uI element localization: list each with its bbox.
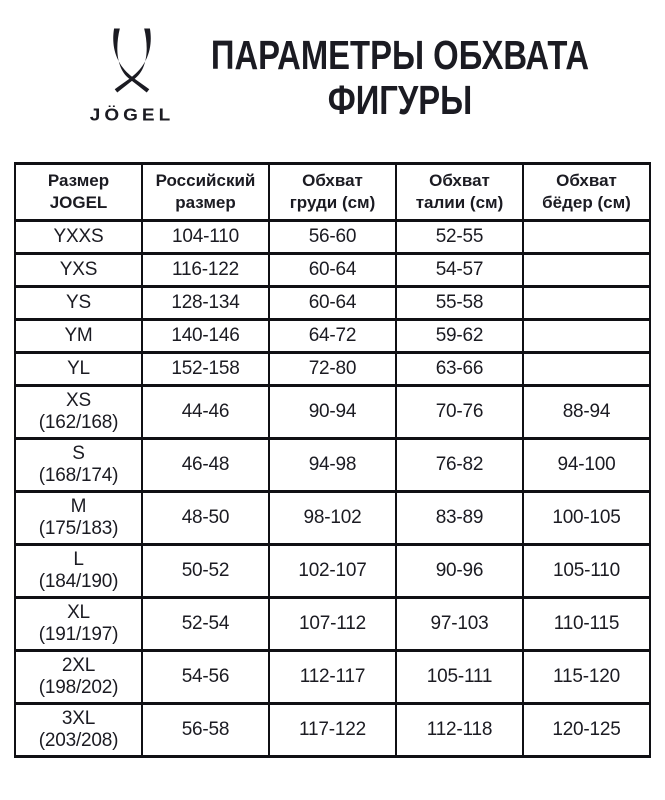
jogel-size-cell	[15, 598, 142, 651]
russian-size-cell: 104-110	[142, 221, 269, 254]
chest-girth-cell: 56-60	[269, 221, 396, 254]
size-label: 2XL	[61, 654, 96, 676]
table-row	[15, 320, 650, 353]
russian-size-cell: 50-52	[142, 545, 269, 598]
header-line: Обхват	[302, 170, 363, 190]
russian-size-cell: 48-50	[142, 492, 269, 545]
size-label: XL	[67, 601, 90, 623]
size-height-range: (162/168)	[38, 412, 119, 433]
waist-girth-cell: 105-111	[396, 651, 523, 704]
chest-girth-cell: 60-64	[269, 254, 396, 287]
chest-girth-cell: 90-94	[269, 386, 396, 439]
size-label: YXXS	[53, 225, 104, 247]
table-row	[15, 386, 650, 439]
jogel-size-cell	[15, 254, 142, 287]
russian-size-cell: 52-54	[142, 598, 269, 651]
column-header-hips	[523, 164, 650, 221]
hips-girth-cell: 110-115	[523, 598, 650, 651]
page-header	[0, 0, 665, 162]
page-title	[188, 33, 612, 123]
chest-girth-cell: 107-112	[269, 598, 396, 651]
table-row	[15, 704, 650, 757]
waist-girth-cell: 52-55	[396, 221, 523, 254]
jogel-size-cell	[15, 704, 142, 757]
chest-girth-cell: 60-64	[269, 287, 396, 320]
waist-girth-cell: 59-62	[396, 320, 523, 353]
jogel-size-cell	[15, 320, 142, 353]
russian-size-cell: 46-48	[142, 439, 269, 492]
header-line: талии (см)	[415, 193, 504, 212]
jogel-size-cell	[15, 386, 142, 439]
header-row	[15, 164, 650, 221]
chest-girth-cell: 117-122	[269, 704, 396, 757]
waist-girth-cell: 63-66	[396, 353, 523, 386]
size-height-range: (168/174)	[38, 465, 119, 486]
table-row	[15, 651, 650, 704]
hips-girth-cell: 94-100	[523, 439, 650, 492]
russian-size-cell: 116-122	[142, 254, 269, 287]
chest-girth-cell: 98-102	[269, 492, 396, 545]
table-row	[15, 492, 650, 545]
chest-girth-cell: 102-107	[269, 545, 396, 598]
size-height-range: (184/190)	[38, 571, 119, 592]
chest-girth-cell: 94-98	[269, 439, 396, 492]
russian-size-cell: 140-146	[142, 320, 269, 353]
table-row	[15, 439, 650, 492]
size-label: S	[72, 442, 85, 464]
russian-size-cell: 128-134	[142, 287, 269, 320]
header-line: бёдер (см)	[542, 193, 631, 212]
russian-size-cell: 152-158	[142, 353, 269, 386]
size-label: YS	[66, 291, 91, 313]
size-label: 3XL	[61, 707, 96, 729]
column-header-chest	[269, 164, 396, 221]
header-line: Обхват	[429, 170, 490, 190]
size-label: XS	[66, 389, 91, 411]
jogel-v-mark-icon	[100, 28, 164, 98]
size-height-range: (175/183)	[38, 518, 119, 539]
hips-girth-cell: 120-125	[523, 704, 650, 757]
jogel-size-cell	[15, 287, 142, 320]
brand-wordmark: JÖGEL	[89, 105, 175, 126]
table-row	[15, 598, 650, 651]
waist-girth-cell: 54-57	[396, 254, 523, 287]
hips-girth-cell: 100-105	[523, 492, 650, 545]
header-line: размер	[175, 193, 236, 212]
hips-girth-cell: 105-110	[523, 545, 650, 598]
hips-girth-cell: 88-94	[523, 386, 650, 439]
waist-girth-cell: 97-103	[396, 598, 523, 651]
jogel-size-cell	[15, 439, 142, 492]
page-title-line1: ПАРАМЕТРЫ ОБХВАТА	[210, 32, 590, 78]
page-title-line2: ФИГУРЫ	[327, 77, 473, 123]
column-header-waist	[396, 164, 523, 221]
hips-girth-cell	[523, 287, 650, 320]
brand-logo	[74, 28, 190, 127]
waist-girth-cell: 90-96	[396, 545, 523, 598]
header-line: Размер	[47, 170, 110, 190]
waist-girth-cell: 112-118	[396, 704, 523, 757]
hips-girth-cell	[523, 254, 650, 287]
hips-girth-cell	[523, 320, 650, 353]
size-label: YL	[67, 357, 90, 379]
size-label: YXS	[59, 258, 98, 280]
header-line: Российский	[155, 170, 256, 190]
chest-girth-cell: 112-117	[269, 651, 396, 704]
size-chart-body	[15, 221, 650, 757]
chest-girth-cell: 64-72	[269, 320, 396, 353]
size-chart-head	[15, 164, 650, 221]
waist-girth-cell: 83-89	[396, 492, 523, 545]
table-row	[15, 353, 650, 386]
waist-girth-cell: 55-58	[396, 287, 523, 320]
chest-girth-cell: 72-80	[269, 353, 396, 386]
hips-girth-cell: 115-120	[523, 651, 650, 704]
size-chart-table	[14, 162, 651, 758]
size-label: YM	[64, 324, 93, 346]
waist-girth-cell: 70-76	[396, 386, 523, 439]
jogel-size-cell	[15, 545, 142, 598]
size-height-range: (198/202)	[38, 677, 119, 698]
jogel-size-cell	[15, 221, 142, 254]
jogel-size-cell	[15, 353, 142, 386]
header-line: JOGEL	[49, 193, 108, 212]
column-header-size	[15, 164, 142, 221]
table-row	[15, 254, 650, 287]
waist-girth-cell: 76-82	[396, 439, 523, 492]
russian-size-cell: 54-56	[142, 651, 269, 704]
hips-girth-cell	[523, 353, 650, 386]
hips-girth-cell	[523, 221, 650, 254]
table-row	[15, 221, 650, 254]
header-line: Обхват	[556, 170, 617, 190]
jogel-size-cell	[15, 651, 142, 704]
size-label: L	[73, 548, 84, 570]
jogel-size-cell	[15, 492, 142, 545]
header-line: груди (см)	[289, 193, 376, 212]
column-header-russian-size	[142, 164, 269, 221]
russian-size-cell: 44-46	[142, 386, 269, 439]
russian-size-cell: 56-58	[142, 704, 269, 757]
table-row	[15, 287, 650, 320]
size-height-range: (191/197)	[38, 624, 119, 645]
size-label: M	[70, 495, 87, 517]
table-row	[15, 545, 650, 598]
size-height-range: (203/208)	[38, 730, 119, 751]
